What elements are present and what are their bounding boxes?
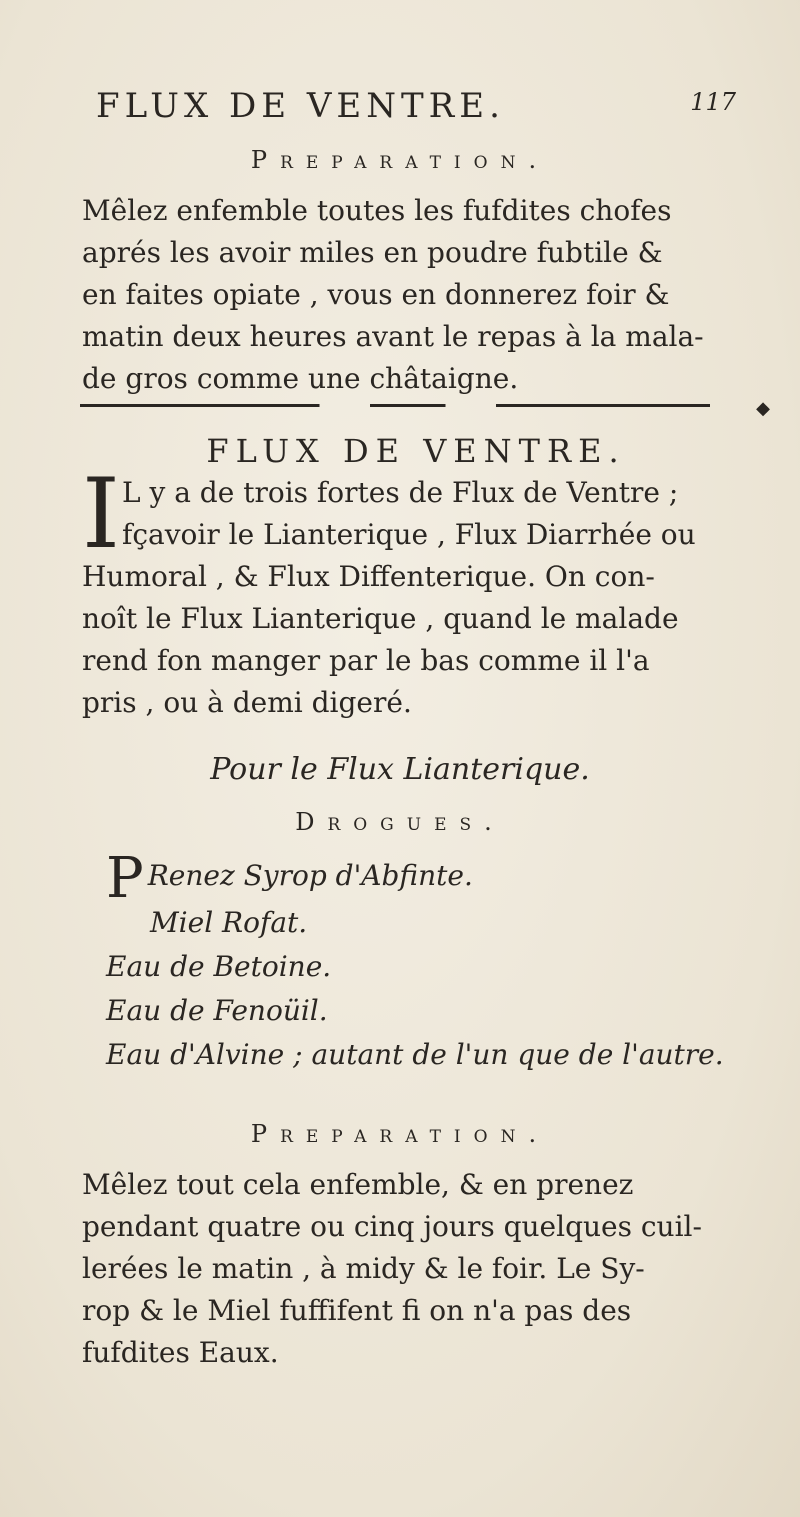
running-head — [96, 86, 736, 126]
text-line: fçavoir le Lianterique , Flux Diarrhée ou — [122, 518, 696, 551]
page-number: 117 — [690, 88, 736, 116]
running-title: FLUX DE VENTRE. — [96, 86, 505, 126]
preparation-heading-2: Preparation. — [250, 1120, 550, 1148]
text-line: de gros comme une châtaigne. — [82, 362, 519, 395]
text-line: aprés les avoir miles en poudre fubtile & — [82, 236, 663, 269]
text-line: Mêlez enfemble toutes les fufdites chofes — [82, 194, 672, 227]
recipe-line — [106, 846, 726, 911]
text-line: L y a de trois fortes de Flux de Ventre ; — [122, 476, 679, 509]
text-line: matin deux heures avant le repas à la mala- — [82, 320, 704, 353]
intro-paragraph — [82, 458, 702, 724]
drop-cap: I — [82, 458, 120, 570]
section-title: FLUX DE VENTRE. — [206, 432, 626, 470]
text-line: pris , ou à demi digeré. — [82, 686, 412, 719]
text-line: en faites opiate , vous en donnerez foir & — [82, 278, 670, 311]
text-line: lerées le matin , à midy & le foir. Le Sy- — [82, 1252, 645, 1285]
drop-letter: P — [106, 846, 144, 911]
recipe-list — [106, 846, 726, 1077]
text-line: rend fon manger par le bas comme il l'a — [82, 644, 650, 677]
recipe-item: Miel Rofat. — [150, 906, 308, 939]
text-line: Humoral , & Flux Diffenterique. On con- — [82, 560, 655, 593]
text-line: noît le Flux Lianterique , quand le malade — [82, 602, 679, 635]
recipe-item: Renez Syrop d'Abfinte. — [147, 859, 473, 892]
ink-blot-icon: ◆ — [756, 398, 770, 419]
recipe-item: Eau de Betoine. — [106, 950, 332, 983]
text-line: pendant quatre ou cinq jours quelques cuil- — [82, 1210, 702, 1243]
preparation-paragraph-1 — [82, 190, 702, 400]
recipe-item: Eau de Fenoüil. — [106, 994, 328, 1027]
text-line: Mêlez tout cela enfemble, & en prenez — [82, 1168, 634, 1201]
preparation-heading-1: Preparation. — [250, 146, 550, 174]
recipe-title: Pour le Flux Lianterique. — [210, 752, 590, 787]
recipe-item: Eau d'Alvine ; autant de l'un que de l'autre. — [106, 1038, 724, 1071]
text-line: rop & le Miel fuffifent fi on n'a pas des — [82, 1294, 632, 1327]
section-divider-rule — [80, 404, 710, 407]
drugs-heading: Drogues. — [295, 808, 505, 836]
text-line: fufdites Eaux. — [82, 1336, 279, 1369]
preparation-paragraph-2 — [82, 1164, 702, 1374]
